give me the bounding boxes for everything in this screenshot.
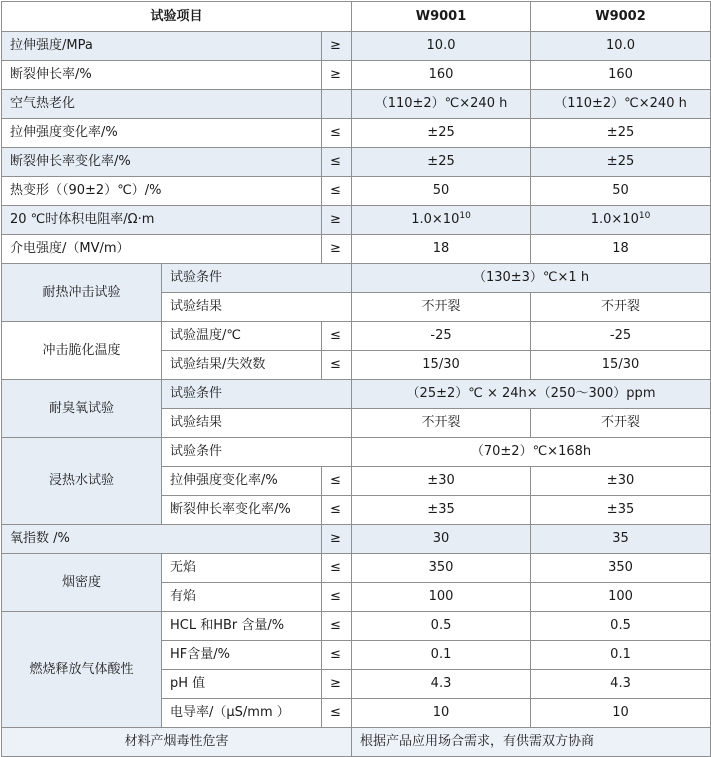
value-w9001: ±30 — [352, 467, 531, 496]
row-label: 材料产烟毒性危害 — [2, 728, 352, 757]
value-w9001: （110±2）℃×240 h — [352, 90, 531, 119]
row-label: 拉伸强度/MPa — [2, 32, 322, 61]
value-w9001: 100 — [352, 583, 531, 612]
row-label: 试验条件 — [162, 264, 352, 293]
row-symbol: ≤ — [322, 583, 352, 612]
row-label: HF含量/% — [162, 641, 322, 670]
row-symbol: ≥ — [322, 32, 352, 61]
header-w9001: W9001 — [352, 2, 531, 32]
table-row — [2, 148, 711, 177]
row-label: 试验条件 — [162, 438, 352, 467]
value-w9001: 10.0 — [352, 32, 531, 61]
row-label: 无焰 — [162, 554, 322, 583]
row-symbol: ≤ — [322, 641, 352, 670]
table-row — [2, 206, 711, 235]
value-w9001: 350 — [352, 554, 531, 583]
table-row — [2, 554, 711, 583]
row-label: 试验结果 — [162, 409, 352, 438]
row-symbol: ≤ — [322, 554, 352, 583]
row-symbol: ≥ — [322, 235, 352, 264]
table-row — [2, 380, 711, 409]
header-row — [2, 2, 711, 32]
row-symbol: ≥ — [322, 206, 352, 235]
value-base: 1.0×10 — [411, 212, 460, 227]
table-row — [2, 61, 711, 90]
value-w9002: ±35 — [531, 496, 711, 525]
table-row — [2, 322, 711, 351]
group-label: 烟密度 — [2, 554, 162, 612]
row-symbol: ≤ — [322, 612, 352, 641]
row-symbol: ≤ — [322, 177, 352, 206]
value-w9002: 350 — [531, 554, 711, 583]
row-label: 断裂伸长率/% — [2, 61, 322, 90]
row-label: 氧指数 /% — [2, 525, 322, 554]
value-w9002: 18 — [531, 235, 711, 264]
header-w9002: W9002 — [531, 2, 711, 32]
value-w9001 — [352, 206, 531, 235]
value-exponent: 10 — [459, 211, 471, 221]
row-label: 有焰 — [162, 583, 322, 612]
value-w9002: 10.0 — [531, 32, 711, 61]
value-w9002: 不开裂 — [531, 409, 711, 438]
row-label: 试验结果 — [162, 293, 352, 322]
value-w9002: 50 — [531, 177, 711, 206]
value-w9001: ±25 — [352, 148, 531, 177]
table-row — [2, 264, 711, 293]
value-w9001: 50 — [352, 177, 531, 206]
table-row — [2, 728, 711, 757]
value-w9002: （110±2）℃×240 h — [531, 90, 711, 119]
spec-table — [1, 1, 711, 757]
row-symbol: ≤ — [322, 467, 352, 496]
row-symbol: ≥ — [322, 525, 352, 554]
value-w9002: -25 — [531, 322, 711, 351]
value-base: 1.0×10 — [590, 212, 639, 227]
table-row — [2, 119, 711, 148]
value-w9002: 15/30 — [531, 351, 711, 380]
value-w9002: 0.5 — [531, 612, 711, 641]
value-w9001: 4.3 — [352, 670, 531, 699]
row-label: pH 值 — [162, 670, 322, 699]
row-label: 拉伸强度变化率/% — [2, 119, 322, 148]
row-symbol: ≥ — [322, 670, 352, 699]
group-label: 燃烧释放气体酸性 — [2, 612, 162, 728]
value-w9002: 35 — [531, 525, 711, 554]
condition-value: （130±3）℃×1 h — [352, 264, 711, 293]
group-label: 冲击脆化温度 — [2, 322, 162, 380]
value-w9002: ±25 — [531, 148, 711, 177]
value-w9001: 0.1 — [352, 641, 531, 670]
table-row — [2, 90, 711, 119]
row-symbol: ≤ — [322, 699, 352, 728]
row-label: 试验条件 — [162, 380, 352, 409]
group-label: 浸热水试验 — [2, 438, 162, 525]
row-symbol: ≤ — [322, 148, 352, 177]
row-symbol: ≤ — [322, 496, 352, 525]
value-exponent: 10 — [638, 211, 651, 221]
row-label: 20 ℃时体积电阻率/Ω·m — [2, 206, 322, 235]
row-label: 试验温度/℃ — [162, 322, 322, 351]
value-w9001: 15/30 — [352, 351, 531, 380]
value-w9001: ±35 — [352, 496, 531, 525]
value-w9001: 不开裂 — [352, 409, 531, 438]
row-label: 电导率/（μS/mm ） — [162, 699, 322, 728]
value-w9002: 0.1 — [531, 641, 711, 670]
table-row — [2, 525, 711, 554]
row-symbol: ≤ — [322, 119, 352, 148]
row-label: 热变形（（90±2）℃）/% — [2, 177, 322, 206]
value-w9002: 160 — [531, 61, 711, 90]
row-label: 断裂伸长率变化率/% — [162, 496, 322, 525]
value-w9002: 4.3 — [531, 670, 711, 699]
condition-value: （70±2）℃×168h — [352, 438, 711, 467]
value-w9002: 10 — [531, 699, 711, 728]
group-label: 耐热冲击试验 — [2, 264, 162, 322]
value-w9002 — [531, 206, 711, 235]
value-w9001: 0.5 — [352, 612, 531, 641]
condition-value: （25±2）℃ × 24h×（250～300）ppm — [352, 380, 711, 409]
row-label: 介电强度/（MV/m） — [2, 235, 322, 264]
value-w9001: 不开裂 — [352, 293, 531, 322]
row-label: HCL 和HBr 含量/% — [162, 612, 322, 641]
toxicity-value: 根据产品应用场合需求，有供需双方协商 — [352, 728, 711, 757]
row-label: 断裂伸长率变化率/% — [2, 148, 322, 177]
value-w9001: -25 — [352, 322, 531, 351]
table-row — [2, 438, 711, 467]
table-row — [2, 32, 711, 61]
value-w9001: 10 — [352, 699, 531, 728]
value-w9001: 18 — [352, 235, 531, 264]
table-row — [2, 235, 711, 264]
table-row — [2, 612, 711, 641]
value-w9001: 160 — [352, 61, 531, 90]
value-w9002: ±25 — [531, 119, 711, 148]
value-w9002: 100 — [531, 583, 711, 612]
row-label: 拉伸强度变化率/% — [162, 467, 322, 496]
row-label: 空气热老化 — [2, 90, 322, 119]
value-w9001: ±25 — [352, 119, 531, 148]
row-label: 试验结果/失效数 — [162, 351, 322, 380]
table-row — [2, 177, 711, 206]
row-symbol — [322, 90, 352, 119]
row-symbol: ≤ — [322, 322, 352, 351]
value-w9002: ±30 — [531, 467, 711, 496]
row-symbol: ≥ — [322, 61, 352, 90]
group-label: 耐臭氧试验 — [2, 380, 162, 438]
row-symbol: ≤ — [322, 351, 352, 380]
value-w9002: 不开裂 — [531, 293, 711, 322]
header-item: 试验项目 — [2, 2, 352, 32]
value-w9001: 30 — [352, 525, 531, 554]
